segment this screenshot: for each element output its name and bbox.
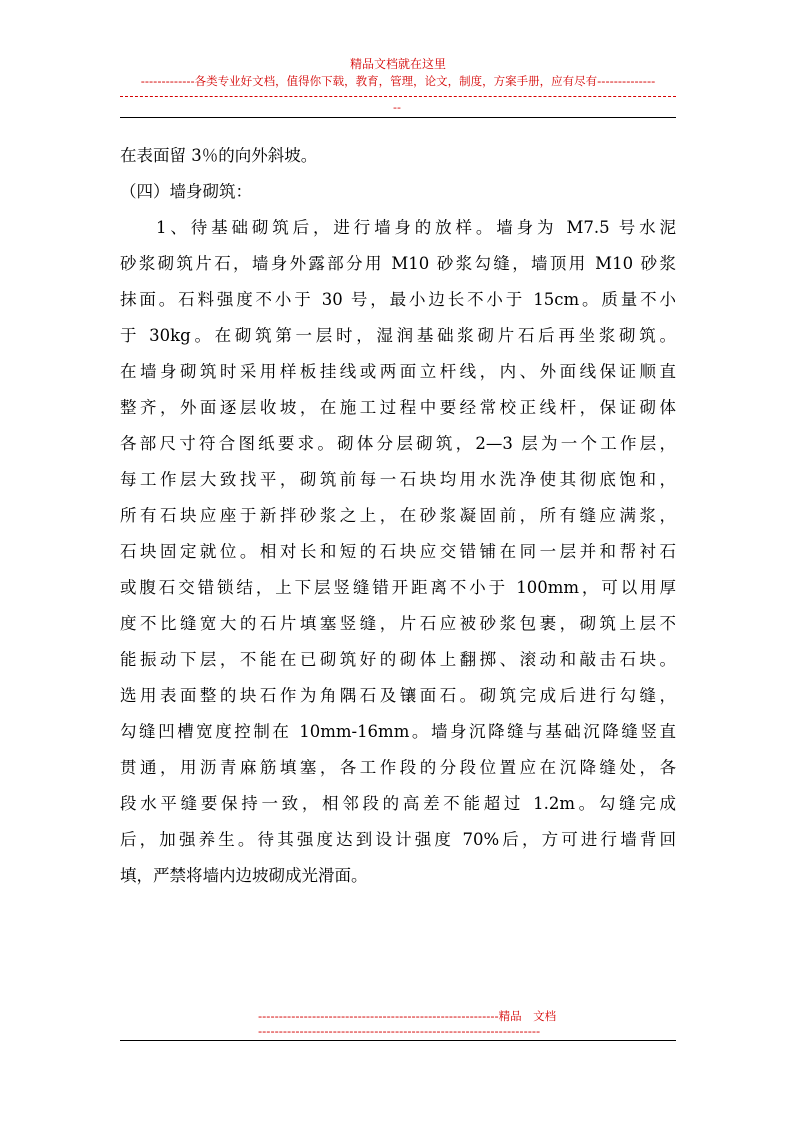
header-tagline: -------------各类专业好文档，值得你下载，教育，管理，论文，制度，方案手册，应有尽有-------------- [140, 74, 656, 88]
body-line: 所有石块应座于新拌砂浆之上，在砂浆凝固前，所有缝应满浆， [120, 506, 676, 525]
body-line: 贯通，用沥青麻筋填塞，各工作段的分段位置应在沉降缝处，各 [120, 758, 676, 777]
body-line: 于 30kg。在砌筑第一层时，湿润基础浆砌片石后再坐浆砌筑。 [120, 326, 676, 345]
page-footer [258, 1009, 556, 1039]
body-line: 每工作层大致找平，砌筑前每一石块均用水洗净使其彻底饱和， [120, 470, 676, 489]
body-line: 石块固定就位。相对长和短的石块应交错铺在同一层并和帮衬石 [120, 542, 676, 561]
body-line: 度不比缝宽大的石片填塞竖缝，片石应被砂浆包裹，砌筑上层不 [120, 614, 676, 633]
body-line: 填，严禁将墙内边坡砌成光滑面。 [120, 866, 368, 885]
page-header [120, 56, 676, 89]
section-heading: （四）墙身砌筑： [120, 182, 252, 201]
document-body [120, 138, 676, 894]
body-line: 1、待基础砌筑后，进行墙身的放样。墙身为 M7.5 号水泥 [156, 218, 676, 237]
header-separator [120, 96, 676, 97]
body-line: 砂浆砌筑片石，墙身外露部分用 M10 砂浆勾缝，墙顶用 M10 砂浆 [120, 254, 676, 273]
body-line: 勾缝凹槽宽度控制在 10mm-16mm。墙身沉降缝与基础沉降缝竖直 [120, 722, 676, 741]
body-line: 在墙身砌筑时采用样板挂线或两面立杆线，内、外面线保证顺直 [120, 362, 676, 381]
header-tail: -- [393, 101, 401, 114]
body-line: 在表面留 3％的向外斜坡。 [120, 146, 318, 165]
body-line: 能振动下层，不能在已砌筑好的砌体上翻掷、滚动和敲击石块。 [120, 650, 676, 669]
body-line: 整齐，外面逐层收坡，在施工过程中要经常校正线杆，保证砌体 [120, 398, 676, 417]
body-line: 抹面。石料强度不小于 30 号，最小边长不小于 15cm。质量不小 [120, 290, 676, 309]
body-line: 段水平缝要保持一致，相邻段的高差不能超过 1.2m。勾缝完成 [120, 794, 676, 813]
body-line: 或腹石交错锁结，上下层竖缝错开距离不小于 100mm，可以用厚 [120, 578, 676, 597]
body-line: 各部尺寸符合图纸要求。砌体分层砌筑，2—3 层为一个工作层， [120, 434, 676, 453]
header-title: 精品文档就在这里 [349, 57, 446, 71]
body-line: 选用表面整的块石作为角隅石及镶面石。砌筑完成后进行勾缝， [120, 686, 676, 705]
footer-line: ----------------------------------------------------------精品 文档 [258, 1009, 557, 1023]
header-rule [120, 117, 676, 118]
body-line: 后，加强养生。待其强度达到设计强度 70%后，方可进行墙背回 [120, 830, 676, 849]
footer-line: -------------------------------------------------------------------- [258, 1024, 541, 1038]
footer-rule [120, 1040, 676, 1041]
